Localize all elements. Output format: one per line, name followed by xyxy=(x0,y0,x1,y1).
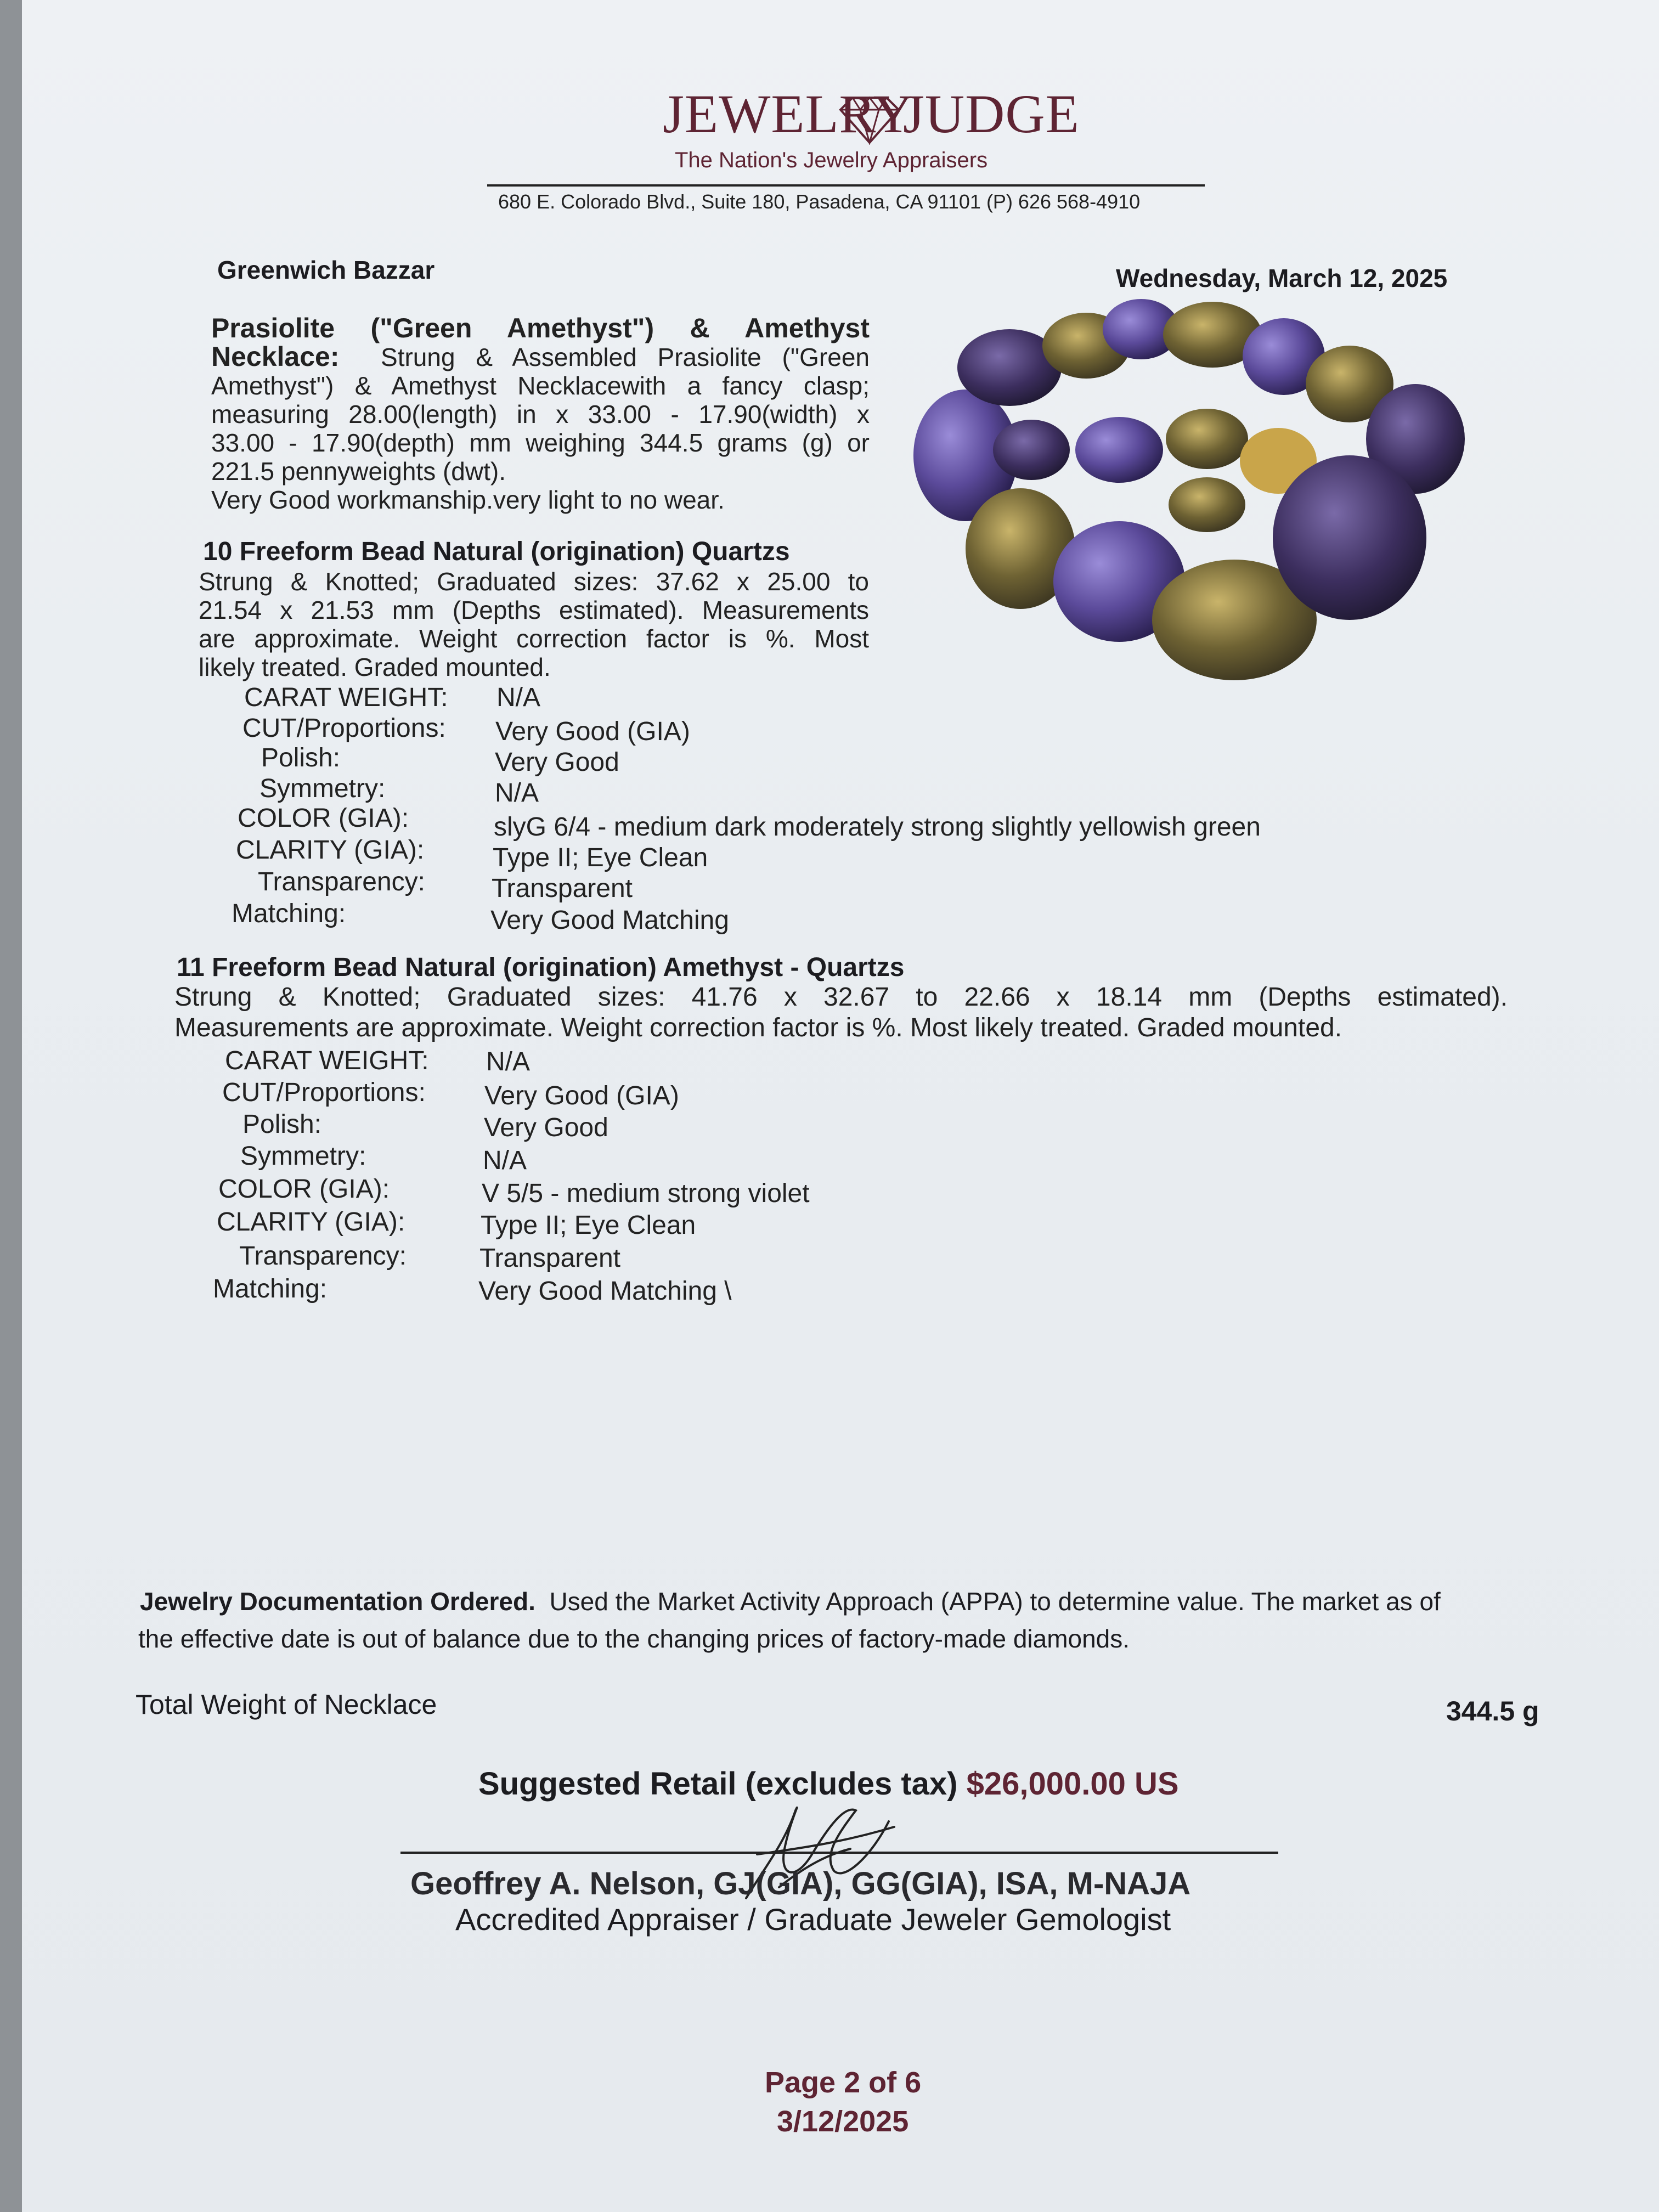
appraiser-title: Accredited Appraiser / Graduate Jeweler Gemologist xyxy=(455,1902,1171,1937)
retail-label: Suggested Retail (excludes tax) xyxy=(478,1766,958,1802)
spec-value: N/A xyxy=(495,778,539,808)
item-workmanship: Very Good workmanship.very light to no wear. xyxy=(211,486,725,514)
group1-description-line: Strung & Knotted; Graduated sizes: 37.62 x 25.00 to xyxy=(199,567,869,596)
header-divider xyxy=(487,184,1205,187)
spec-label: COLOR (GIA): xyxy=(238,804,409,833)
spec-label: CUT/Proportions: xyxy=(242,714,446,743)
documentation-line2: the effective date is out of balance due to the changing prices of factory-made diamonds. xyxy=(138,1624,1130,1653)
spec-label: Polish: xyxy=(261,743,341,772)
diamond-logo-icon xyxy=(838,94,901,145)
group1-description xyxy=(199,567,869,681)
spec-label: Symmetry: xyxy=(240,1142,366,1171)
group2-heading: 11 Freeform Bead Natural (origination) Amethyst - Quartzs xyxy=(177,953,905,982)
company-tagline: The Nation's Jewelry Appraisers xyxy=(675,148,988,172)
spec-value: N/A xyxy=(496,683,541,712)
spec-label: COLOR (GIA): xyxy=(218,1175,390,1204)
retail-value: $26,000.00 US xyxy=(966,1766,1179,1802)
group1-description-line: 21.54 x 21.53 mm (Depths estimated). Measurements xyxy=(199,596,869,624)
company-address: 680 E. Colorado Blvd., Suite 180, Pasadena, CA 91101 (P) 626 568-4910 xyxy=(498,190,1141,213)
spec-value: Type II; Eye Clean xyxy=(481,1211,696,1240)
spec-value: Type II; Eye Clean xyxy=(493,843,708,872)
item-description-line: 221.5 pennyweights (dwt). xyxy=(211,457,506,486)
item-description-line: Amethyst") & Amethyst Necklacewith a fancy clasp; xyxy=(211,371,870,400)
necklace-photo xyxy=(900,296,1476,702)
spec-value: Very Good xyxy=(484,1113,608,1142)
item-title-suffix: Necklace: xyxy=(211,341,340,372)
group1-description-line: are approximate. Weight correction factor is %. Most xyxy=(199,624,869,653)
bead-amethyst xyxy=(1273,455,1426,620)
spec-value: Very Good (GIA) xyxy=(495,717,690,746)
spec-value: Very Good Matching \ xyxy=(478,1277,732,1306)
item-description-line: measuring 28.00(length) in x 33.00 - 17.90(width) x xyxy=(211,400,870,428)
spec-label: CLARITY (GIA): xyxy=(236,836,425,865)
documentation-heading: Jewelry Documentation Ordered. xyxy=(140,1587,535,1616)
footer-date: 3/12/2025 xyxy=(777,2105,909,2138)
spec-value: Transparent xyxy=(492,874,633,903)
bead-prasiolite xyxy=(1169,477,1245,532)
signature-line xyxy=(400,1852,1278,1854)
spec-value: V 5/5 - medium strong violet xyxy=(482,1179,810,1208)
spec-label: Matching: xyxy=(213,1274,328,1304)
item-description-start: Strung & Assembled Prasiolite ("Green xyxy=(381,343,870,371)
client-name: Greenwich Bazzar xyxy=(217,256,435,284)
spec-label: Matching: xyxy=(232,899,346,928)
spec-label: CARAT WEIGHT: xyxy=(225,1046,429,1075)
spec-label: CLARITY (GIA): xyxy=(217,1207,405,1237)
spec-label: CUT/Proportions: xyxy=(222,1078,426,1107)
spec-label: Polish: xyxy=(242,1110,322,1139)
group1-heading: 10 Freeform Bead Natural (origination) Quartzs xyxy=(203,537,790,566)
bead-prasiolite xyxy=(1166,409,1248,469)
group2-description xyxy=(174,982,1508,1043)
spec-value: Transparent xyxy=(479,1244,621,1273)
appraisal-date: Wednesday, March 12, 2025 xyxy=(1116,264,1448,292)
bead-amethyst xyxy=(1075,417,1163,483)
total-weight-label: Total Weight of Necklace xyxy=(136,1689,437,1720)
documentation-text: Used the Market Activity Approach (APPA) to determine value. The market as of xyxy=(549,1587,1441,1616)
item-description-line: 33.00 - 17.90(depth) mm weighing 344.5 grams (g) or xyxy=(211,428,870,457)
page-number: Page 2 of 6 xyxy=(765,2066,922,2099)
spec-value: N/A xyxy=(483,1146,527,1175)
documentation-line1 xyxy=(140,1587,1441,1616)
logo-text-left: JEWELRY xyxy=(663,83,913,144)
group2-description-line: Measurements are approximate. Weight correction factor is %. Most likely treated. Graded mounted. xyxy=(174,1013,1342,1042)
group2-description-line: Strung & Knotted; Graduated sizes: 41.76 x 32.67 to 22.66 x 18.14 mm (Depths estimated). xyxy=(174,983,1508,1012)
item-title-line2 xyxy=(211,342,870,371)
item-description xyxy=(211,314,870,514)
appraiser-name: Geoffrey A. Nelson, GJ(GIA), GG(GIA), ISA, M-NAJA xyxy=(410,1866,1191,1901)
spec-value: Very Good xyxy=(495,748,619,777)
spec-value: Very Good (GIA) xyxy=(484,1081,679,1110)
spec-label: Transparency: xyxy=(239,1242,407,1271)
spec-value: slyG 6/4 - medium dark moderately strong slightly yellowish green xyxy=(494,812,1261,842)
item-title: Prasiolite ("Green Amethyst") & Amethyst xyxy=(211,313,870,343)
spec-label: Transparency: xyxy=(258,867,426,896)
group1-description-line: likely treated. Graded mounted. xyxy=(199,653,551,681)
total-weight-value: 344.5 g xyxy=(1446,1696,1539,1726)
logo-text-right: JUDGE xyxy=(903,83,1080,144)
spec-value: N/A xyxy=(486,1047,531,1076)
bead-amethyst xyxy=(993,420,1070,480)
spec-label: CARAT WEIGHT: xyxy=(244,683,448,712)
spec-value: Very Good Matching xyxy=(490,906,729,935)
spec-label: Symmetry: xyxy=(259,774,386,803)
